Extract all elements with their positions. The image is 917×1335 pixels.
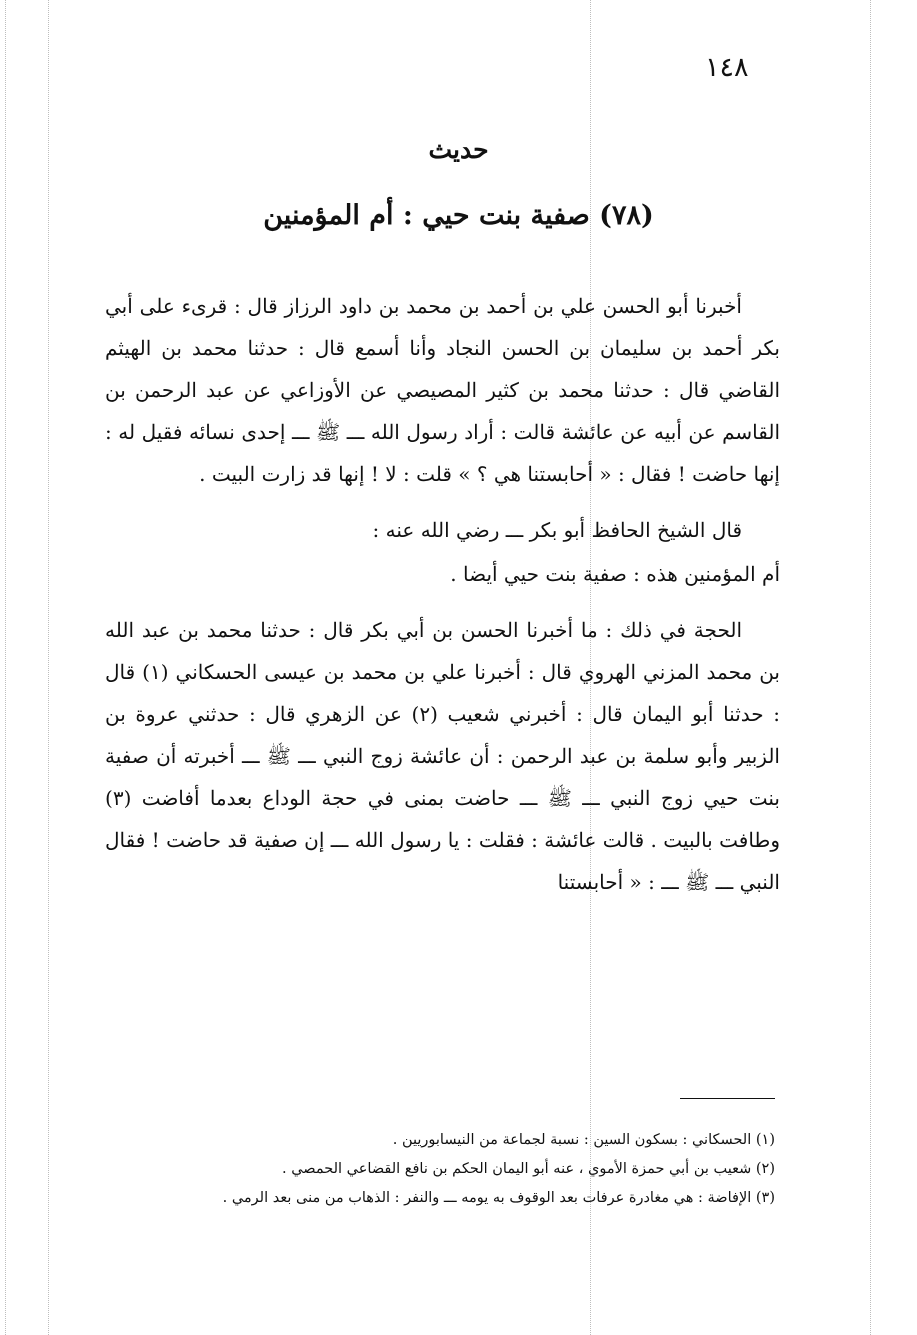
paragraph: أم المؤمنين هذه : صفية بنت حيي أيضا . bbox=[450, 562, 780, 586]
hadith-title: (٧٨) صفية بنت حيي : أم المؤمنين bbox=[263, 200, 654, 231]
paragraph: الحجة في ذلك : ما أخبرنا الحسن بن أبي بكر قال : حدثنا محمد بن عبد الله بن محمد المزني الهروي قال : أخبرنا علي بن محمد بن عيسى الحسكاني (١) قال : حدثنا أبو اليمان قال : أخبرني شعيب (٢) عن الزهري قال : حدثني عروة بن الزبير وأبو سلمة بن عبد الرحمن : أن عائشة زوج النبي ـــ ﷺ ـــ أخبرته أن صفية بنت حيي زوج النبي ـــ ﷺ ـــ حاضت بمنى في حجة الوداع بعدما أفاضت (٣) وطافت بالبيت . قالت عائشة : فقلت : يا رسول الله ـــ إن صفية قد حاضت ! فقال النبي ـــ ﷺ ـــ : « أحابستنا bbox=[105, 618, 781, 894]
body-text bbox=[105, 285, 780, 903]
footnote: (٢) شعيب بن أبي حمزة الأموي ، عنه أبو اليمان الحكم بن نافع القضاعي الحمصي . bbox=[281, 1161, 775, 1177]
footnote-divider bbox=[680, 1098, 775, 1099]
page-number: ١٤٨ bbox=[705, 52, 749, 83]
paragraph: قال الشيخ الحافظ أبو بكر ـــ رضي الله عنه : bbox=[372, 518, 742, 542]
footnote: (٣) الإفاضة : هي مغادرة عرفات بعد الوقوف به يومه ـــ والنفر : الذهاب من منى بعد الرمي . bbox=[222, 1190, 775, 1206]
paragraph: أخبرنا أبو الحسن علي بن أحمد بن محمد بن داود الرزاز قال : قرىء على أبي بكر أحمد بن سليمان بن الحسن النجاد وأنا أسمع قال : حدثنا محمد بن الهيثم القاضي قال : حدثنا محمد بن كثير المصيصي عن الأوزاعي عن عبد الرحمن بن القاسم عن أبيه عن عائشة قالت : أراد رسول الله ـــ ﷺ ـــ إحدى نسائه فقيل له : إنها حاضت ! فقال : « أحابستنا هي ؟ » قلت : لا ! إنها قد زارت البيت . bbox=[105, 294, 780, 486]
section-heading: حديث bbox=[428, 135, 489, 164]
footnote: (١) الحسكاني : بسكون السين : نسبة لجماعة من النيسابوريين . bbox=[392, 1132, 775, 1148]
footnotes bbox=[110, 1126, 775, 1213]
